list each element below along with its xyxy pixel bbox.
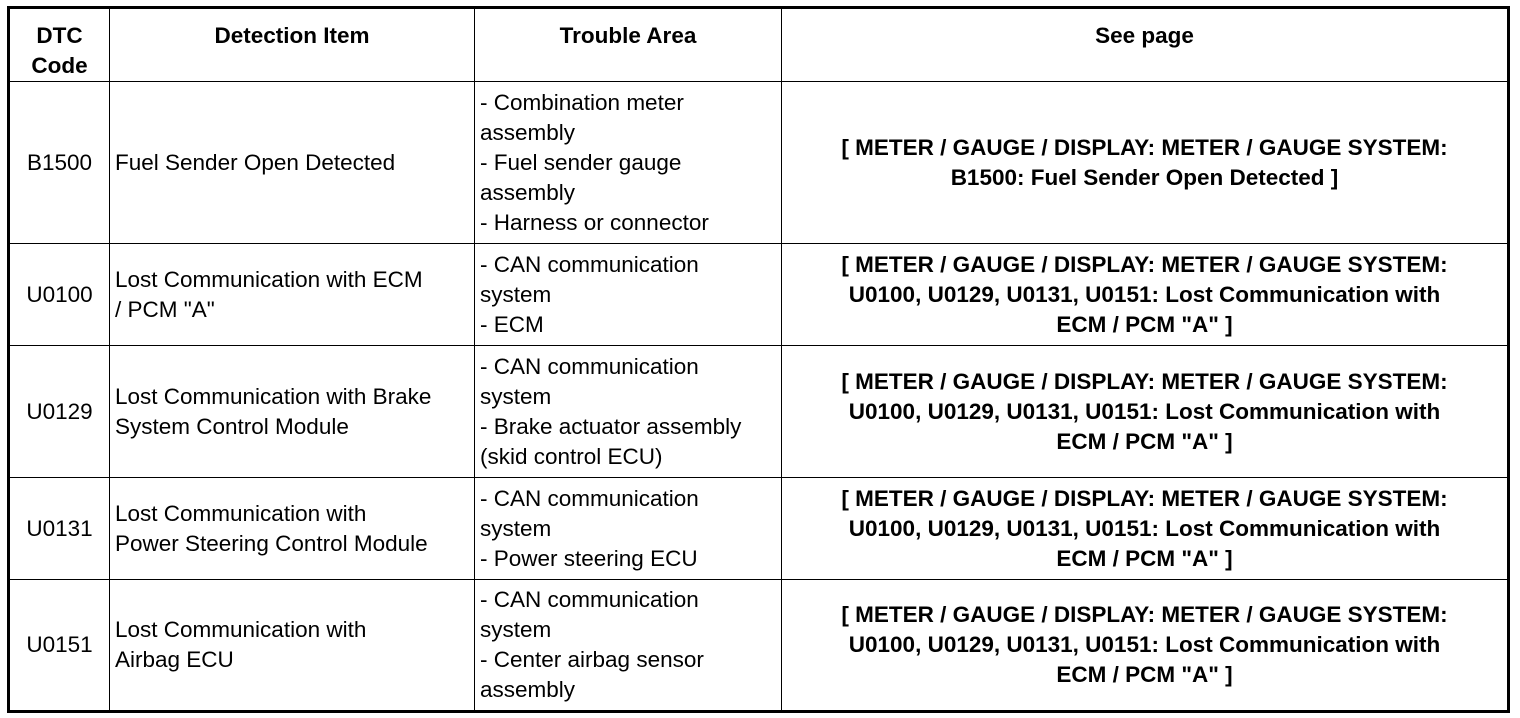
see-page-line: [ METER / GAUGE / DISPLAY: METER / GAUGE SYSTEM: [841,368,1448,394]
see-page-line: [ METER / GAUGE / DISPLAY: METER / GAUGE SYSTEM: [841,485,1448,511]
trouble-area-line: assembly [480,179,576,205]
table-row [9,580,1509,712]
header-dtc-code-line1: DTC [36,23,83,48]
see-page-line: U0100, U0129, U0131, U0151: Lost Communication with [848,515,1441,541]
dtc-code-cell: U0100 [9,244,110,346]
header-trouble-area: Trouble Area [475,8,782,82]
detection-item-cell [110,478,475,580]
trouble-area-line: - Center airbag sensor [480,647,704,672]
see-page-link[interactable] [782,346,1509,478]
trouble-area-cell [475,82,782,244]
see-page-line: [ METER / GAUGE / DISPLAY: METER / GAUGE SYSTEM: [841,134,1448,160]
dtc-code-cell: B1500 [9,82,110,244]
header-dtc-code [9,8,110,82]
detection-item-line: Power Steering Control Module [115,530,428,556]
trouble-area-cell [475,244,782,346]
dtc-code-cell: U0129 [9,346,110,478]
detection-item-cell [110,244,475,346]
trouble-area-cell [475,580,782,712]
detection-item-cell: Fuel Sender Open Detected [110,82,475,244]
detection-item-line: System Control Module [115,413,349,439]
see-page-link[interactable] [782,580,1509,712]
trouble-area-line: (skid control ECU) [480,443,663,469]
trouble-area-line: assembly [480,119,576,145]
trouble-area-line: system [480,383,552,409]
trouble-area-line: - CAN communication [480,251,699,277]
see-page-line: ECM / PCM "A" ] [1056,545,1233,571]
trouble-area-line: - Fuel sender gauge [480,149,682,175]
table-row [9,346,1509,478]
detection-item-line: / PCM "A" [115,296,215,322]
trouble-area-line: - Combination meter [480,89,684,115]
see-page-link[interactable] [782,244,1509,346]
header-row [9,8,1509,82]
detection-item-line: Lost Communication with Brake [115,383,432,409]
trouble-area-line: assembly [480,677,576,702]
trouble-area-line: - CAN communication [480,485,699,511]
header-see-page: See page [782,8,1509,82]
detection-item-line: Lost Communication with [115,500,367,526]
see-page-line: U0100, U0129, U0131, U0151: Lost Communication with [848,281,1441,307]
detection-item-cell [110,346,475,478]
see-page-line: [ METER / GAUGE / DISPLAY: METER / GAUGE SYSTEM: [841,602,1448,627]
header-detection-item: Detection Item [110,8,475,82]
dtc-code-cell: U0131 [9,478,110,580]
detection-item-line: Lost Communication with [115,617,367,642]
see-page-line: [ METER / GAUGE / DISPLAY: METER / GAUGE SYSTEM: [841,251,1448,277]
trouble-area-cell [475,346,782,478]
see-page-line: ECM / PCM "A" ] [1056,662,1233,687]
detection-item-line: Lost Communication with ECM [115,266,423,292]
see-page-line: ECM / PCM "A" ] [1056,311,1233,337]
trouble-area-line: - Power steering ECU [480,545,698,571]
trouble-area-line: system [480,617,552,642]
table-row [9,82,1509,244]
trouble-area-cell [475,478,782,580]
header-dtc-code-line2: Code [31,53,88,78]
see-page-line: ECM / PCM "A" ] [1056,428,1233,454]
trouble-area-line: - ECM [480,311,544,337]
detection-item-line: Airbag ECU [115,647,234,672]
dtc-table [7,6,1510,713]
see-page-link[interactable] [782,478,1509,580]
trouble-area-line: - CAN communication [480,353,699,379]
see-page-line: B1500: Fuel Sender Open Detected ] [950,164,1339,190]
trouble-area-line: system [480,515,552,541]
trouble-area-line: - Harness or connector [480,209,709,235]
see-page-line: U0100, U0129, U0131, U0151: Lost Communication with [848,632,1441,657]
table-row [9,478,1509,580]
detection-item-cell [110,580,475,712]
dtc-code-cell: U0151 [9,580,110,712]
trouble-area-line: - Brake actuator assembly [480,413,742,439]
see-page-link[interactable] [782,82,1509,244]
trouble-area-line: system [480,281,552,307]
trouble-area-line: - CAN communication [480,587,699,612]
see-page-line: U0100, U0129, U0131, U0151: Lost Communication with [848,398,1441,424]
table-row [9,244,1509,346]
